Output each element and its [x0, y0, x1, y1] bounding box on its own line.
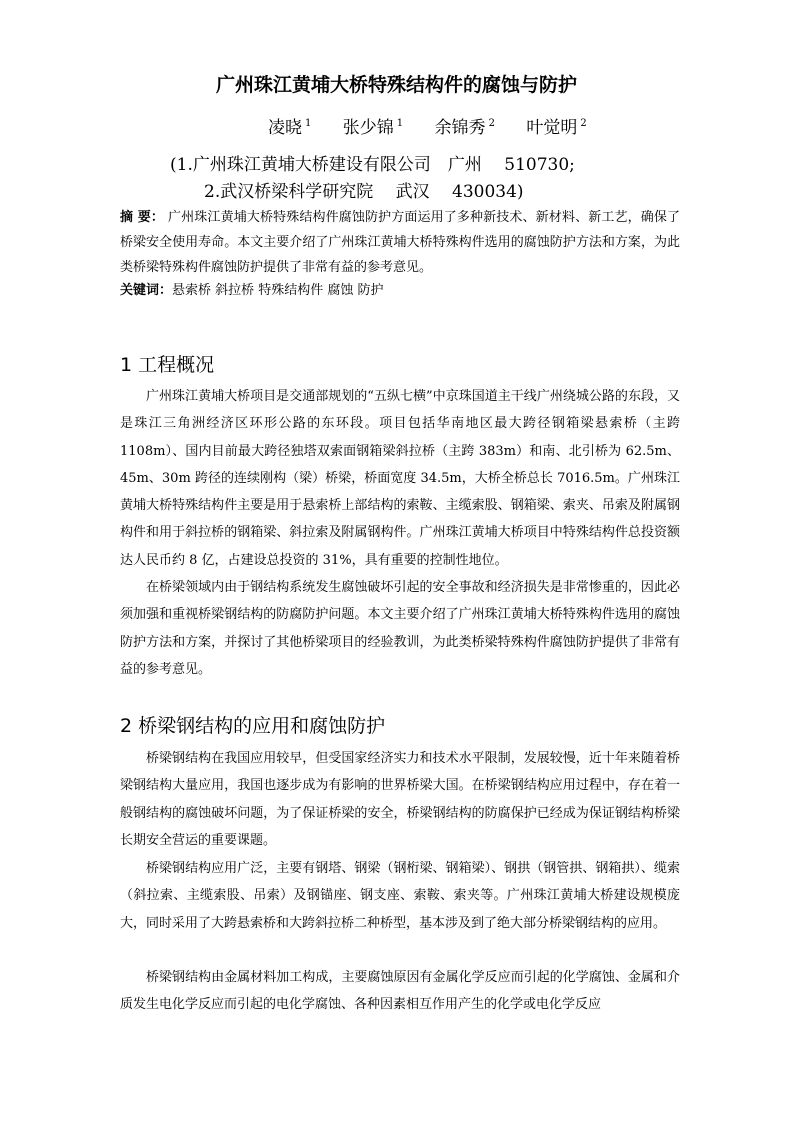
section-1-paragraph-1: 广州珠江黄埔大桥项目是交通部规划的“五纵七横”中京珠国道主干线广州绕城公路的东段，又是珠江三角洲经济区环形公路的东环段。项目包括华南地区最大跨径钢箱梁悬索桥（主跨 1108m）、国内目前最大跨径独塔双索面钢箱梁斜拉桥（主跨 383m）和南、北引桥为 62.5m、45m、30m 跨径的连续刚构（梁）桥梁，桥面宽度 34.5m，大桥全桥总长 7016.5m。广州珠江黄埔大桥特殊结构件主要是用于悬索桥上部结构的索鞍、主缆索股、钢箱梁、索夹、吊索及附属钢构件和用于斜拉桥的钢箱梁、斜拉索及附属钢构件。广州珠江黄埔大桥项目中特殊结构件总投资额达人民币约 8 亿，占建设总投资的 31%，具有重要的控制性地位。 [120, 389, 680, 568]
keywords [120, 279, 384, 298]
author-affiliation-mark: 1 [396, 118, 404, 129]
author-affiliation-mark: 2 [488, 118, 495, 129]
keywords-label: 关键词： [120, 283, 173, 298]
section-2-paragraph-3: 桥梁钢结构由金属材料加工构成，主要腐蚀原因有金属化学反应而引起的化学腐蚀、金属和介质发生电化学反应而引起的电化学腐蚀、各种因素相互作用产生的化学或电化学反应 [120, 970, 680, 1013]
author-4 [526, 118, 586, 138]
section-2-paragraph-1: 桥梁钢结构在我国应用较早，但受国家经济实力和技术水平限制，发展较慢，近十年来随着桥梁钢结构大量应用，我国也逐步成为有影响的世界桥梁大国。在桥梁钢结构应用过程中，存在着一般钢结构的腐蚀破坏问题，为了保证桥梁的安全，桥梁钢结构的防腐保护已经成为保证钢结构桥梁长期安全营运的重要课题。 [120, 751, 680, 848]
author-affiliation-mark: 2 [580, 118, 587, 129]
section-2-paragraph-2: 桥梁钢结构应用广泛，主要有钢塔、钢梁（钢桁梁、钢箱梁）、钢拱（钢管拱、钢箱拱）、缆索（斜拉索、主缆索股、吊索）及钢锚座、钢支座、索鞍、索夹等。广州珠江黄埔大桥建设规模庞大，同时采用了大跨悬索桥和大跨斜拉桥二种桥型，基本涉及到了绝大部分桥梁钢结构的应用。 [120, 861, 680, 931]
section-1-paragraph-2: 在桥梁领域内由于钢结构系统发生腐蚀破坏引起的安全事故和经济损失是非常惨重的，因此必须加强和重视桥梁钢结构的防腐防护问题。本文主要介绍了广州珠江黄埔大桥特殊构件选用的腐蚀防护方法和方案，并探讨了其他桥梁项目的经验教训，为此类桥梁特殊构件腐蚀防护提供了非常有益的参考意见。 [120, 580, 680, 677]
abstract-text: 广州珠江黄埔大桥特殊结构件腐蚀防护方面运用了多种新技术、新材料、新工艺，确保了桥梁安全使用寿命。本文主要介绍了广州珠江黄埔大桥特殊构件选用的腐蚀防护方法和方案，为此类桥梁特殊构件腐蚀防护提供了非常有益的参考意见。 [120, 210, 680, 275]
author-3 [435, 118, 495, 138]
author-list [268, 113, 613, 138]
affiliation-line-2: 2.武汉桥梁科学研究院 武汉 430034) [204, 182, 524, 202]
abstract-label: 摘 要： [120, 210, 165, 225]
author-2 [343, 118, 403, 138]
author-1 [268, 118, 311, 138]
affiliation-line-1: (1.广州珠江黄埔大桥建设有限公司 广州 510730; [170, 155, 575, 175]
section-1-heading: 1 工程概况 [120, 354, 215, 376]
author-name: 凌晓 [268, 118, 302, 138]
author-name: 余锦秀 [434, 118, 486, 138]
author-name: 张少锦 [342, 118, 394, 138]
keywords-text: 悬索桥 斜拉桥 特殊结构件 腐蚀 防护 [172, 283, 384, 298]
paper-title: 广州珠江黄埔大桥特殊结构件的腐蚀与防护 [215, 74, 577, 96]
abstract [120, 205, 680, 280]
section-2-heading: 2 桥梁钢结构的应用和腐蚀防护 [120, 715, 386, 737]
author-name: 叶觉明 [526, 118, 578, 138]
author-affiliation-mark: 1 [305, 118, 312, 129]
